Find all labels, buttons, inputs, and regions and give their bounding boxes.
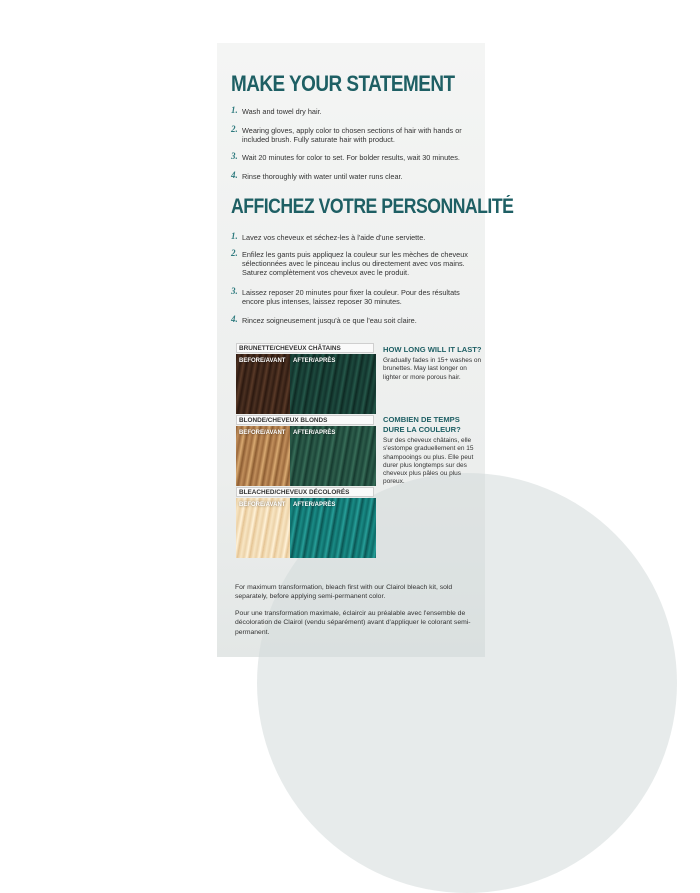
before-swatch <box>236 426 290 486</box>
combien-body: Sur des cheveux châtains, elle s'estompe graduellement en 15 shampooings ou plus. Elle peut durer plus longtemps sur des cheveux plus pâles ou plus poreux. <box>383 437 474 486</box>
english-heading: MAKE YOUR STATEMENT <box>231 71 455 96</box>
step-text: Laissez reposer 20 minutes pour fixer la couleur. Pour des résultats encore plus intenses, laissez reposer 30 minutes. <box>242 288 460 307</box>
swatch-row-label: BRUNETTE/CHEVEUX CHÂTAINS <box>236 343 374 353</box>
step-number: 1. <box>231 105 238 115</box>
french-heading: AFFICHEZ VOTRE PERSONNALITÉ <box>231 195 514 218</box>
after-caption: AFTER/APRÈS <box>293 430 336 436</box>
step-text: Lavez vos cheveux et séchez-les à l'aide d'une serviette. <box>242 233 426 242</box>
before-swatch <box>236 354 290 414</box>
fr-step-3 <box>231 288 481 306</box>
footer-note-fr: Pour une transformation maximale, éclaircir au préalable avec l'ensemble de décoloration de Clairol (vendu séparément) avant d'appliquer le colorant semi-permanent. <box>235 610 471 636</box>
step-number: 3. <box>231 151 238 161</box>
after-caption: AFTER/APRÈS <box>293 358 336 364</box>
swatch-row-label: BLEACHED/CHEVEUX DÉCOLORÉS <box>236 487 374 497</box>
how-long-body: Gradually fades in 15+ washes on brunettes. May last longer on lighter or more porous hair. <box>383 357 482 381</box>
step-text: Wait 20 minutes for color to set. For bolder results, wait 30 minutes. <box>242 153 460 162</box>
before-caption: BEFORE/AVANT <box>239 430 286 436</box>
en-step-3 <box>231 153 481 162</box>
step-text: Enfilez les gants puis appliquez la couleur sur les mèches de cheveux sélectionnées avec le pinceau inclus ou directement avec vos mains. Saturez complètement vos cheveux avec le produit. <box>242 250 468 278</box>
step-number: 4. <box>231 314 238 324</box>
combien-title: COMBIEN DE TEMPS DURE LA COULEUR? <box>383 415 461 434</box>
en-step-4 <box>231 172 481 181</box>
step-text: Rinse thoroughly with water until water runs clear. <box>242 172 403 181</box>
before-caption: BEFORE/AVANT <box>239 502 286 508</box>
how-long-section <box>383 345 483 382</box>
after-swatch <box>290 354 376 414</box>
en-step-2 <box>231 126 481 144</box>
after-swatch <box>290 426 376 486</box>
step-text: Wash and towel dry hair. <box>242 107 322 116</box>
swatch-row-label: BLONDE/CHEVEUX BLONDS <box>236 415 374 425</box>
step-number: 2. <box>231 248 238 258</box>
step-number: 1. <box>231 231 238 241</box>
fr-step-1 <box>231 233 481 242</box>
after-caption: AFTER/APRÈS <box>293 502 336 508</box>
step-number: 2. <box>231 124 238 134</box>
step-number: 4. <box>231 170 238 180</box>
after-swatch <box>290 498 376 558</box>
before-caption: BEFORE/AVANT <box>239 358 286 364</box>
step-text: Wearing gloves, apply color to chosen sections of hair with hands or included brush. Fully saturate hair with product. <box>242 126 462 145</box>
en-step-1 <box>231 107 481 116</box>
how-long-title: HOW LONG WILL IT LAST? <box>383 345 482 354</box>
fr-step-4 <box>231 316 481 325</box>
combien-section <box>383 415 483 487</box>
fr-step-2 <box>231 250 481 278</box>
step-text: Rincez soigneusement jusqu'à ce que l'eau soit claire. <box>242 316 417 325</box>
step-number: 3. <box>231 286 238 296</box>
footer-note-en: For maximum transformation, bleach first with our Clairol bleach kit, sold separately, before applying semi-permanent color. <box>235 584 453 601</box>
instruction-panel <box>217 43 514 657</box>
before-swatch <box>236 498 290 558</box>
